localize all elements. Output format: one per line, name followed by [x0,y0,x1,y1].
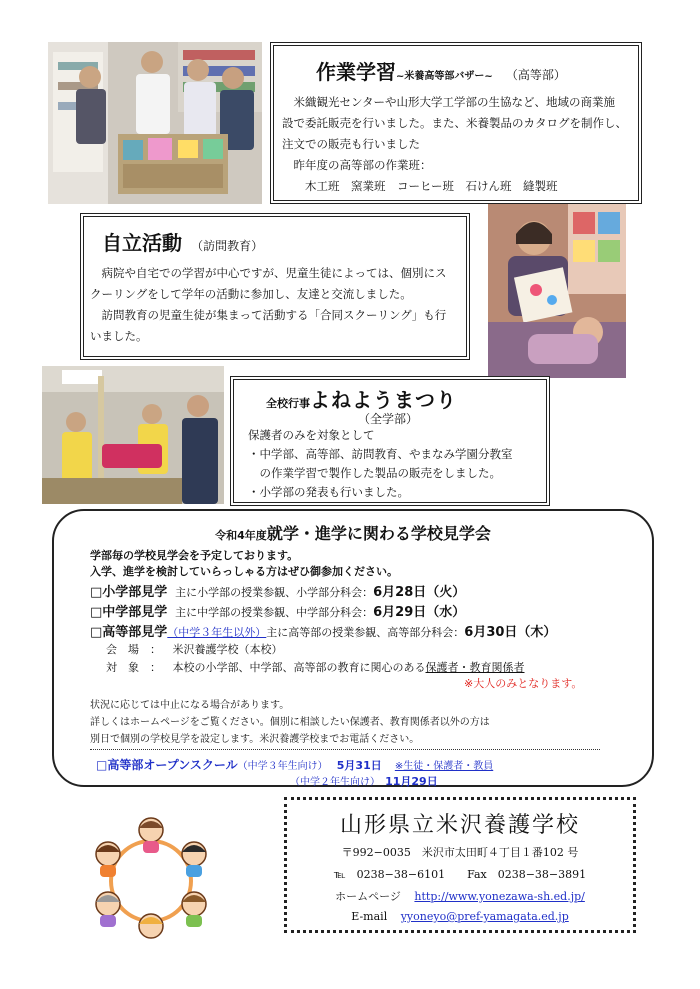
child-figure [96,892,120,927]
visit-item-name: □中学部見学 [90,605,168,620]
visit-item-desc: 主に小学部の授業参観、小学部分科会： [175,586,374,599]
visit-item-date: 6月30日（木） [464,625,557,640]
open-school-note: ※生徒・保護者・教員 [394,761,494,772]
adult-only-note: ※大人のみとなります。 [464,677,583,690]
section-heading [316,56,566,85]
visit-item-high [90,621,556,640]
homepage-row [287,888,633,904]
child-figure [139,914,163,938]
section-title: よねようまつり [310,388,457,412]
visit-item-desc: 主に高等部の授業参観、高等部分科会： [266,626,465,639]
body-line: 病院や自宅での学習が中心ですが、児童生徒によっては、個別にス [90,266,447,280]
open-school-date: 11月29日 [385,775,438,788]
section-body [248,426,548,502]
open-school-date: 5月31日 [336,759,382,772]
email-link[interactable]: yyoneyo@pref-yamagata.ed.jp [400,910,569,923]
section-subtitle: ~米養高等部バザー~ [396,71,493,82]
school-name: 山形県立米沢養護学校 [339,813,580,838]
visit-item-name: □小学部見学 [90,585,168,600]
section-department: （訪問教育） [191,239,264,253]
body-line: の作業学習で製作した製品の販売をしました。 [248,466,501,480]
open-school-title: □高等部オープンスクール [96,758,238,772]
visiting-education-photo [488,204,626,378]
child-figure [182,892,206,927]
target-value-underlined: 保護者・教育関係者 [425,661,525,674]
open-school-row-2 [290,770,438,789]
visit-heading [54,521,652,544]
section-body [90,263,470,347]
visit-item-elementary [90,581,465,600]
body-line: 注文での販売も行いました [282,137,420,151]
body-line: 訪問教育の児童生徒が集まって活動する「合同スクーリング」も行 [90,308,447,322]
visit-item-name: □高等部見学 [90,625,168,640]
work-study-section [270,42,642,204]
self-reliance-section [80,213,470,360]
bazaar-photo [48,42,262,204]
body-line: 木工班 窯業班 コーヒー班 石けん班 縫製班 [282,179,558,193]
school-phone-fax: ℡ 0238−38−6101 Fax 0238−38−3891 [333,868,587,881]
visit-item-junior [90,601,465,620]
body-line: 設で委託販売を行いました。また、米養製品のカタログを制作し、 [282,116,627,130]
section-department: （全学部） [358,412,419,426]
body-line: クーリングをして学年の活動に参加し、友達と交流しました。 [90,287,412,301]
target-value: 本校の小学部、中学部、高等部の教育に関心のある [172,661,426,674]
child-figure [182,842,206,877]
child-figure [139,818,163,853]
school-info-box [284,797,636,933]
open-school-target: （中学３年生向け） [237,761,328,772]
child-figure [96,842,120,877]
target-row [106,659,525,675]
venue-value: 米沢養護学校（本校） [172,643,283,656]
venue-label: 会 場 ： [106,643,161,656]
open-school-target: （中学２年生向け） [290,777,380,788]
visit-item-date: 6月29日（水） [373,605,466,620]
section-title: 作業学習 [316,60,396,84]
visit-item-desc: 主に中学部の授業参観、中学部分科会： [175,606,374,619]
visit-title: 就学・進学に関わる学校見学会 [266,524,491,543]
notice-line: 状況に応じては中止になる場合があります。 [90,700,290,711]
visit-notice [90,697,490,748]
section-heading [266,384,457,413]
children-ring-illustration [86,816,216,946]
visit-intro-1: 学部毎の学校見学会を予定しております。 [90,549,299,562]
visit-item-note: （中学３年生以外） [167,626,267,639]
target-label: 対 象 ： [106,661,161,674]
school-address: 〒992−0035 米沢市太田町４丁目１番102 号 [341,846,579,859]
section-department: （高等部） [505,68,566,82]
body-line: 保護者のみを対象として [248,428,375,442]
body-line: 米織観光センターや山形大学工学部の生協など、地域の商業施 [282,95,616,109]
visit-item-date: 6月28日（火） [373,585,466,600]
email-label: E-mail [351,910,388,923]
section-title-prefix: 全校行事 [266,397,310,410]
email-row [287,910,633,923]
school-festival-section [230,376,550,506]
festival-photo [42,366,224,504]
body-line: いました。 [90,329,148,343]
body-line: ・中学部、高等部、訪問教育、やまなみ学園分教室 [248,447,513,461]
visit-intro-2: 入学、進学を検討していらっしゃる方はぜひ御参加ください。 [90,565,398,578]
venue-row [106,641,283,657]
school-visit-section [52,509,654,787]
section-title: 自立活動 [102,231,182,255]
homepage-link[interactable]: http://www.yonezawa-sh.ed.jp/ [414,890,585,903]
body-line: 昨年度の高等部の作業班： [282,158,432,172]
dotted-divider [90,749,600,750]
notice-line: 詳しくはホームページをご覧ください。個別に相談したい保護者、教育関係者以外の方は [90,717,490,728]
notice-line: 別日で個別の学校見学を設定します。米沢養護学校までお電話ください。 [90,734,420,745]
body-line: ・小学部の発表も行いました。 [248,485,409,499]
section-heading [102,227,263,256]
homepage-label: ホームページ [335,890,401,903]
visit-title-prefix: 令和4年度 [215,529,267,542]
section-body [282,92,642,197]
